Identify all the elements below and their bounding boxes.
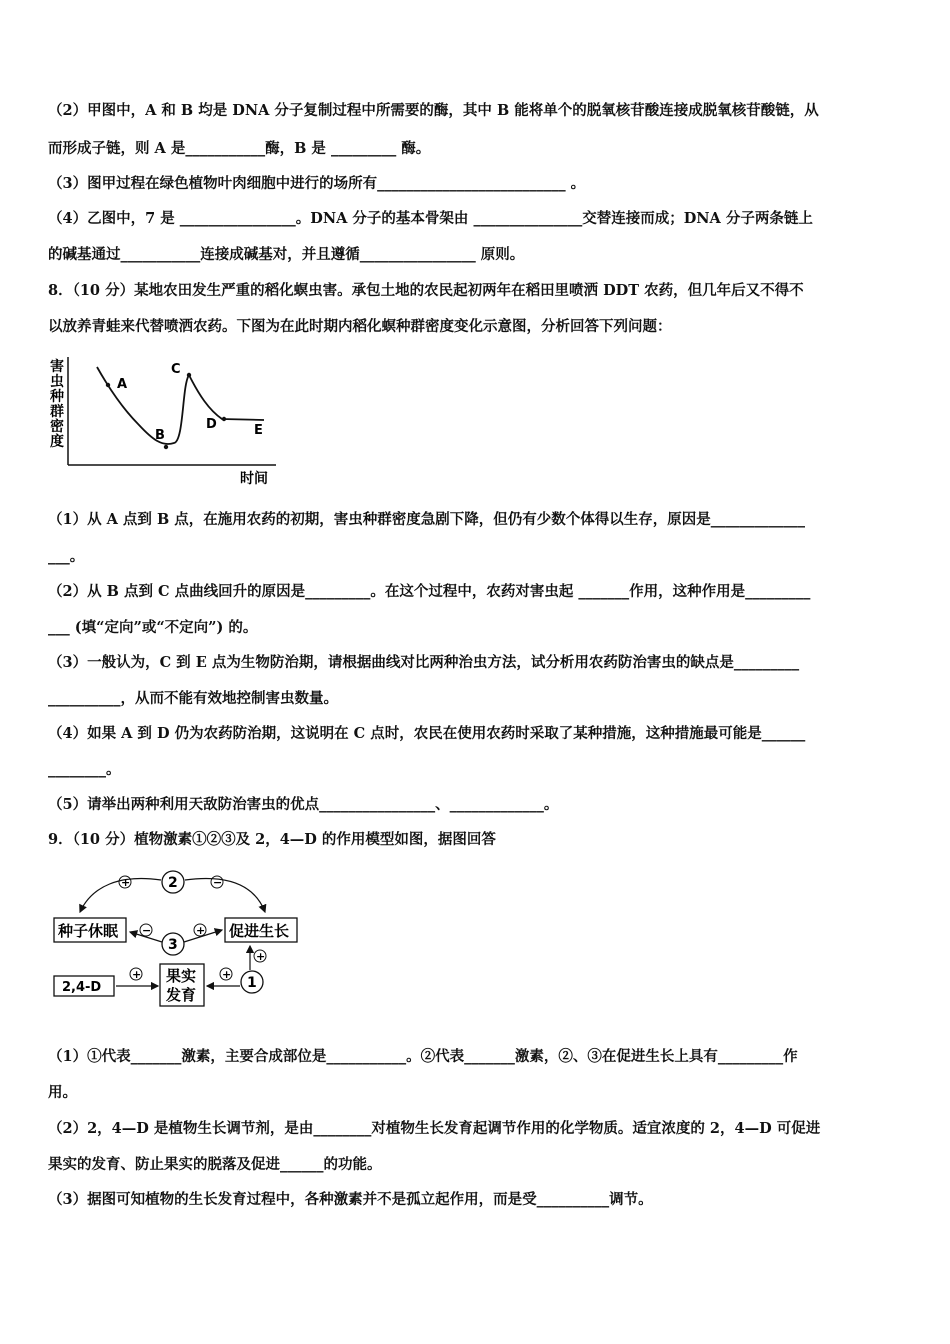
sign-minus-3-text: − (142, 924, 152, 937)
q8-s1-line1: （1）从 A 点到 B 点，在施用农药的初期，害虫种群密度急剧下降，但仍有少数个体得以生存，原因是_____________ (48, 511, 806, 528)
graph-ylabel-5: 度 (50, 434, 64, 450)
graph-ylabel-4: 密 (50, 419, 64, 435)
hormone-1-label: 1 (247, 975, 257, 991)
q8-intro-line1: 8．（10 分）某地农田发生严重的稻化螟虫害。承包土地的农民起初两年在稻田里喷洒 DDT 农药，但几年后又不得不 (48, 282, 804, 299)
q9-s2-line2: 果实的发育、防止果实的脱落及促进______的功能。 (48, 1156, 382, 1173)
hormone-3-label: 3 (168, 937, 178, 953)
box-fruit-text-l2: 发育 (166, 986, 197, 1004)
box-24d-text: 2,4-D (62, 980, 102, 995)
q8-population-graph (44, 355, 284, 490)
sign-plus-top-left-text: + (121, 876, 131, 889)
q9-s1-line1: （1）①代表_______激素，主要合成部位是___________。②代表_______激素，②、③在促进生长上具有_________作 (48, 1048, 798, 1065)
graph-point-e: E (254, 423, 263, 438)
graph-ylabel-3: 群 (50, 404, 64, 420)
graph-point-d-dot (222, 417, 226, 421)
q8-s5: （5）请举出两种利用天敌防治害虫的优点________________、_____________。 (48, 796, 559, 813)
q8-s2-line1: （2）从 B 点到 C 点曲线回升的原因是_________。在这个过程中，农药对害虫起 _______作用，这种作用是_________ (48, 583, 811, 600)
graph-point-c: C (171, 362, 181, 377)
box-fruit-text-l1: 果实 (166, 967, 197, 985)
graph-point-a-dot (106, 383, 110, 387)
graph-point-b: B (155, 428, 165, 443)
sign-minus-top-right-text: − (213, 876, 223, 889)
sign-plus-24d-text: + (132, 968, 142, 981)
graph-point-b-dot (164, 445, 168, 449)
arrow-2-to-growth (185, 878, 265, 912)
q7-p4-line2: 的碱基通过___________连接成碱基对，并且遵循________________ 原则。 (48, 246, 525, 263)
q7-p4-line1: （4）乙图中，7 是 ________________。DNA 分子的基本骨架由 _______________交替连接而成；DNA 分子两条链上 (48, 210, 813, 227)
hormone-2-label: 2 (168, 875, 178, 891)
sign-plus-1-growth-text: + (256, 950, 266, 963)
graph-point-a: A (117, 377, 128, 392)
graph-ylabel-0: 害 (50, 359, 64, 375)
graph-point-d: D (206, 417, 217, 432)
q7-p2-line2: 而形成子链，则 A 是___________酶，B 是 _________ 酶。 (48, 140, 431, 157)
q7-p3: （3）图甲过程在绿色植物叶肉细胞中进行的场所有__________________________ 。 (48, 175, 586, 192)
graph-ylabel-1: 虫 (50, 374, 64, 390)
q7-p2-line1: （2）甲图中，A 和 B 均是 DNA 分子复制过程中所需要的酶，其中 B 能将单个的脱氧核苷酸连接成脱氧核苷酸链，从 (48, 102, 819, 119)
q9-s3: （3）据图可知植物的生长发育过程中，各种激素并不是孤立起作用，而是受__________调节。 (48, 1191, 653, 1208)
graph-xlabel: 时间 (240, 471, 268, 487)
q8-intro-line2: 以放养青蛙来代替喷洒农药。下图为在此时期内稻化螟种群密度变化示意图，分析回答下列问题： (48, 318, 672, 335)
q8-s2-line2: ___ (填“定向”或“不定向”) 的。 (48, 619, 258, 636)
q8-s4-line1: （4）如果 A 到 D 仍为农药防治期，这说明在 C 点时，农民在使用农药时采取了某种措施，这种措施最可能是______ (48, 725, 806, 742)
sign-plus-1-fruit-text: + (222, 968, 232, 981)
graph-ylabel-2: 种 (50, 389, 64, 405)
q9-s1-line2: 用。 (48, 1084, 77, 1101)
q9-s2-line1: （2）2，4—D 是植物生长调节剂，是由________对植物生长发育起调节作用的化学物质。适宜浓度的 2，4—D 可促进 (48, 1120, 821, 1137)
q8-s3-line1: （3）一般认为，C 到 E 点为生物防治期，请根据曲线对比两种治虫方法，试分析用农药防治害虫的缺点是_________ (48, 654, 800, 671)
box-seed-dormancy-text: 种子休眠 (58, 922, 119, 940)
q9-hormone-diagram (50, 866, 310, 1014)
q8-s4-line2: ________。 (48, 761, 121, 778)
q8-s3-line2: __________，从而不能有效地控制害虫数量。 (48, 690, 338, 707)
sign-plus-3-text: + (196, 924, 206, 937)
q9-intro: 9．（10 分）植物激素①②③及 2，4—D 的作用模型如图，据图回答 (48, 831, 496, 848)
q8-s1-line2: ___。 (48, 548, 85, 565)
box-promote-growth-text: 促进生长 (229, 922, 290, 940)
graph-point-c-dot (187, 373, 191, 377)
